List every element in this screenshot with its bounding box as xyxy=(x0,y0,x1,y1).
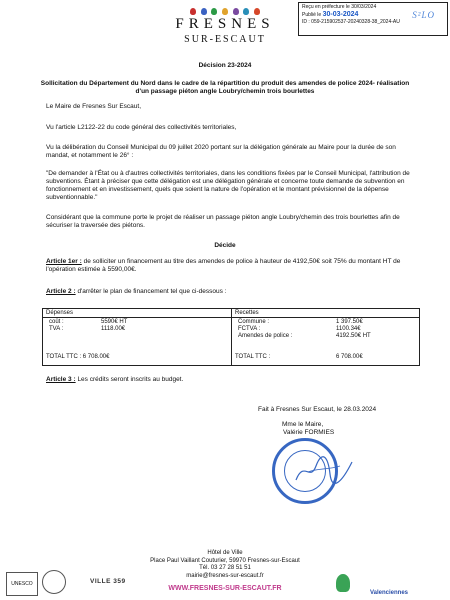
financing-table xyxy=(42,308,420,366)
footer-url-link[interactable]: WWW.FRESNES-SUR-ESCAUT.FR xyxy=(168,585,282,592)
ville-logo: VILLE 359 xyxy=(90,578,126,585)
article-1-text: de solliciter un financement au titre des amendes de police à hauteur de 4192,50€ soit 75% du montant HT de l'opération estimée à 5590,00€. xyxy=(46,258,401,273)
article-3-text: Les crédits seront inscrits au budget. xyxy=(77,376,184,383)
revenue-value: 1100.34€ xyxy=(336,326,361,332)
mayor-line: Le Maire de Fresnes Sur Escaut, xyxy=(46,103,142,110)
stamp-received: Reçu en préfecture le 30/03/2024 xyxy=(302,4,377,10)
valenciennes-logo: Valenciennes xyxy=(370,590,409,596)
done-at: Fait à Fresnes Sur Escaut, le 28.03.2024 xyxy=(258,406,377,413)
footer-line1: Hôtel de Ville xyxy=(207,550,243,556)
expense-value: 5590€ HT xyxy=(101,319,128,325)
expenses-total: TOTAL TTC : 6 708.00€ xyxy=(46,354,110,360)
revenue-label: Amendes de police : xyxy=(238,333,293,339)
delegation-quote: "De demander à l'État ou à d'autres collectivités territoriales, dans les conditions fixées par le Conseil Municipal, l'attribution de subventions. Étant à préciser que cette délégation est une délégation générale et concerne toute demande de subvention en fonctionnement et en investissement, quels que soient la nature de l'opération et le montant prévisionnel de la dépense subventionnable." xyxy=(46,170,410,201)
revenues-total-value: 6 708.00€ xyxy=(336,354,363,360)
signer-name: Valérie FORMIES xyxy=(283,429,335,436)
considerant: Considérant que la commune porte le projet de réaliser un passage piéton angle Loubry/chemin des trois bourlettes afin de sécuriser la traversée des piétons. xyxy=(46,214,400,229)
heritage-logo-icon xyxy=(42,570,66,594)
expense-label: coût : xyxy=(49,319,64,325)
revenue-value: 1 397.50€ xyxy=(336,319,363,325)
revenues-header: Recettes xyxy=(232,309,420,318)
logo-dots-icon xyxy=(190,6,260,16)
logo-sur-escaut: SUR-ESCAUT xyxy=(184,34,266,45)
unesco-logo-icon: UNESCO xyxy=(6,572,38,596)
article-2 xyxy=(46,288,418,296)
decision-number: Décision 23-2024 xyxy=(198,62,252,69)
expenses-header: Dépenses xyxy=(43,309,231,318)
expense-value: 1118.00€ xyxy=(101,326,126,332)
expense-label: TVA : xyxy=(49,326,64,332)
revenue-value: 4192.50€ HT xyxy=(336,333,371,339)
revenue-label: FCTVA : xyxy=(238,326,261,332)
article-1-label: Article 1er : xyxy=(46,258,82,265)
expenses-column xyxy=(43,309,231,365)
footer-line3: Tél. 03 27 28 51 51 xyxy=(199,565,251,571)
article-1 xyxy=(46,258,418,274)
stamp-published-date: 30-03-2024 xyxy=(322,11,359,18)
article-3-label: Article 3 : xyxy=(46,376,76,383)
footer-address xyxy=(0,550,450,580)
slo-mark: S²LO xyxy=(412,10,435,20)
footer-line4: mairie@fresnes-sur-escaut.fr xyxy=(186,572,264,579)
article-2-text: d'arrêter le plan de financement tel que ci-dessous : xyxy=(77,288,227,295)
signature-icon xyxy=(294,452,354,488)
revenues-total: TOTAL TTC : xyxy=(235,354,271,360)
leaf-logo-icon xyxy=(336,574,350,592)
article-3 xyxy=(46,376,183,384)
revenue-label: Commune : xyxy=(238,319,270,325)
decision-title: Sollicitation du Département du Nord dans le cadre de la répartition du produit des amendes de police 2024- réalisation d'un passage piéton angle Loubry/chemin trois bourlettes xyxy=(40,80,410,95)
stamp-id: ID : 059-215902537-20240328-38_2024-AU xyxy=(302,19,400,25)
stamp-published-label: Publié le xyxy=(302,12,322,18)
article-2-label: Article 2 : xyxy=(46,288,76,295)
revenues-column xyxy=(231,309,420,365)
vu-article: Vu l'article L2122-22 du code général des collectivités territoriales, xyxy=(46,124,237,131)
footer-line2: Place Paul Vaillant Couturier, 59970 Fresnes-sur-Escaut xyxy=(150,557,300,564)
logo-fresnes: FRESNES xyxy=(175,16,275,32)
signer-title: Mme le Maire, xyxy=(282,421,324,428)
vu-deliberation: Vu la délibération du Conseil Municipal du 09 juillet 2020 portant sur la délégation générale au Maire pour la durée de son mandat, et notamment le 26° : xyxy=(46,144,396,159)
decide-heading: Décide xyxy=(214,242,236,249)
prefecture-stamp xyxy=(298,2,448,36)
